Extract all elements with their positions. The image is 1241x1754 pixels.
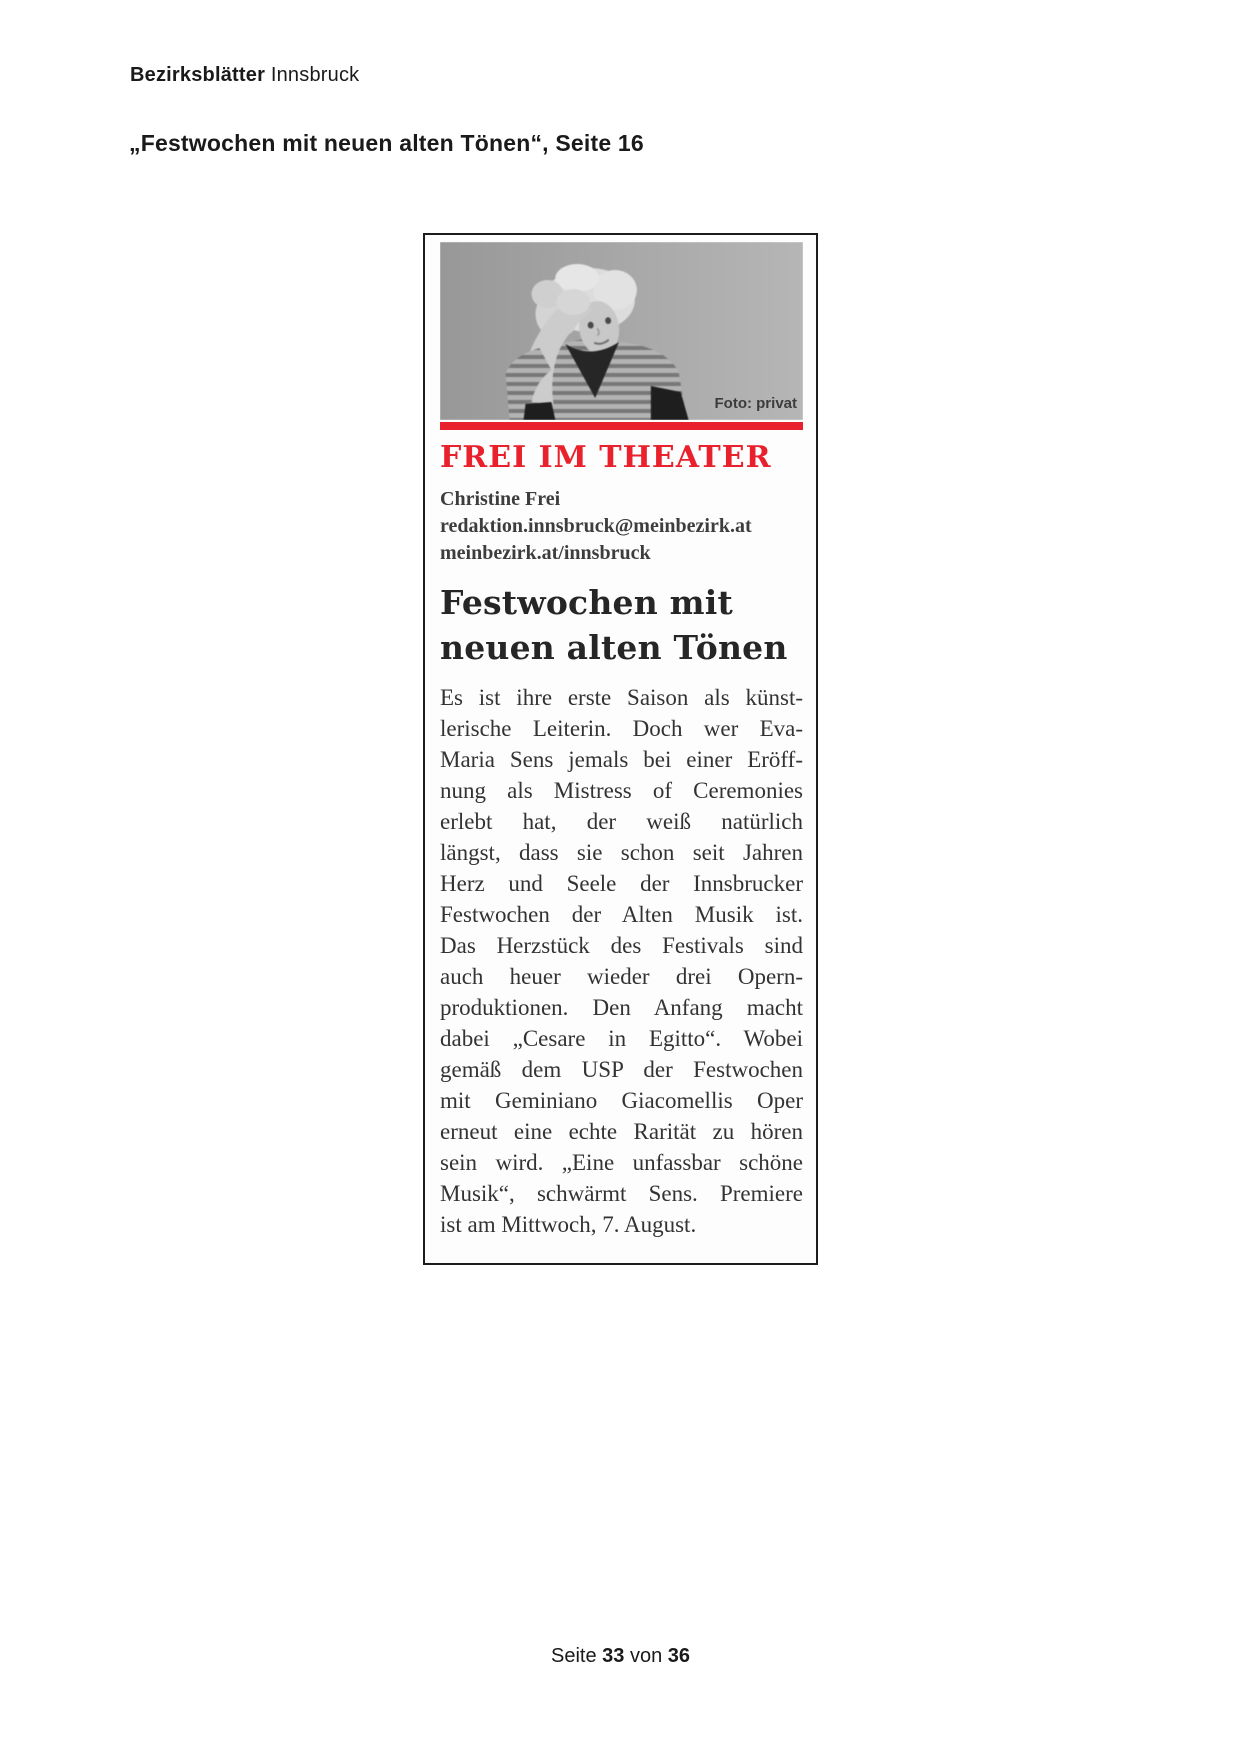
author-name: Christine Frei — [440, 488, 561, 510]
article-headline-line1: Festwochen mit — [440, 583, 733, 622]
article-body-line: auch heuer wieder drei Opern- — [440, 964, 803, 989]
article-body-line: sein wird. „Eine unfassbar schöne — [440, 1150, 803, 1175]
page-number-footer — [0, 1645, 1241, 1668]
publication-name — [130, 64, 359, 87]
newspaper-clipping — [423, 233, 818, 1265]
portrait-photo-art — [440, 242, 803, 420]
author-contact-block — [440, 486, 803, 567]
article-headline — [440, 580, 803, 670]
photo-credit: Foto: privat — [714, 395, 797, 412]
footer-current-page: 33 — [602, 1645, 625, 1667]
article-body — [440, 682, 803, 1240]
article-body-line: Es ist ihre erste Saison als künst- — [440, 685, 803, 710]
footer-label-von: von — [629, 1645, 663, 1667]
article-body-line: erneut eine echte Rarität zu hören — [440, 1119, 803, 1144]
article-body-line: Festwochen der Alten Musik ist. — [440, 902, 803, 927]
page-title: „Festwochen mit neuen alten Tönen“, Seite 16 — [129, 130, 644, 156]
author-email: redaktion.innsbruck@meinbezirk.at — [440, 515, 752, 537]
portrait-photo — [440, 242, 803, 420]
article-body-line: erlebt hat, der weiß natürlich — [440, 809, 803, 834]
footer-total-pages: 36 — [667, 1645, 691, 1667]
publication-name-bold: Bezirksblätter — [130, 64, 266, 86]
article-body-line: Das Herzstück des Festivals sind — [440, 933, 803, 958]
article-body-line: mit Geminiano Giacomellis Oper — [440, 1088, 803, 1113]
article-body-line: produktionen. Den Anfang macht — [440, 995, 803, 1020]
article-body-line: längst, dass sie schon seit Jahren — [440, 840, 803, 865]
article-body-line: Maria Sens jemals bei einer Eröff- — [440, 747, 803, 772]
column-title: FREI IM THEATER — [440, 440, 772, 475]
article-body-line: ist am Mittwoch, 7. August. — [440, 1212, 697, 1237]
article-body-line: lerische Leiterin. Doch wer Eva- — [440, 716, 803, 741]
footer-label-seite: Seite — [550, 1645, 597, 1667]
article-body-line: gemäß dem USP der Festwochen — [440, 1057, 803, 1082]
article-body-line: nung als Mistress of Ceremonies — [440, 778, 803, 803]
article-body-line: dabei „Cesare in Egitto“. Wobei — [440, 1026, 803, 1051]
article-body-line: Herz und Seele der Innsbrucker — [440, 871, 803, 896]
article-body-line: Musik“, schwärmt Sens. Premiere — [440, 1181, 803, 1206]
publication-name-regular: Innsbruck — [270, 64, 360, 86]
red-divider-bar — [440, 422, 803, 430]
author-website: meinbezirk.at/innsbruck — [440, 542, 651, 564]
article-headline-line2: neuen alten Tönen — [440, 628, 788, 667]
